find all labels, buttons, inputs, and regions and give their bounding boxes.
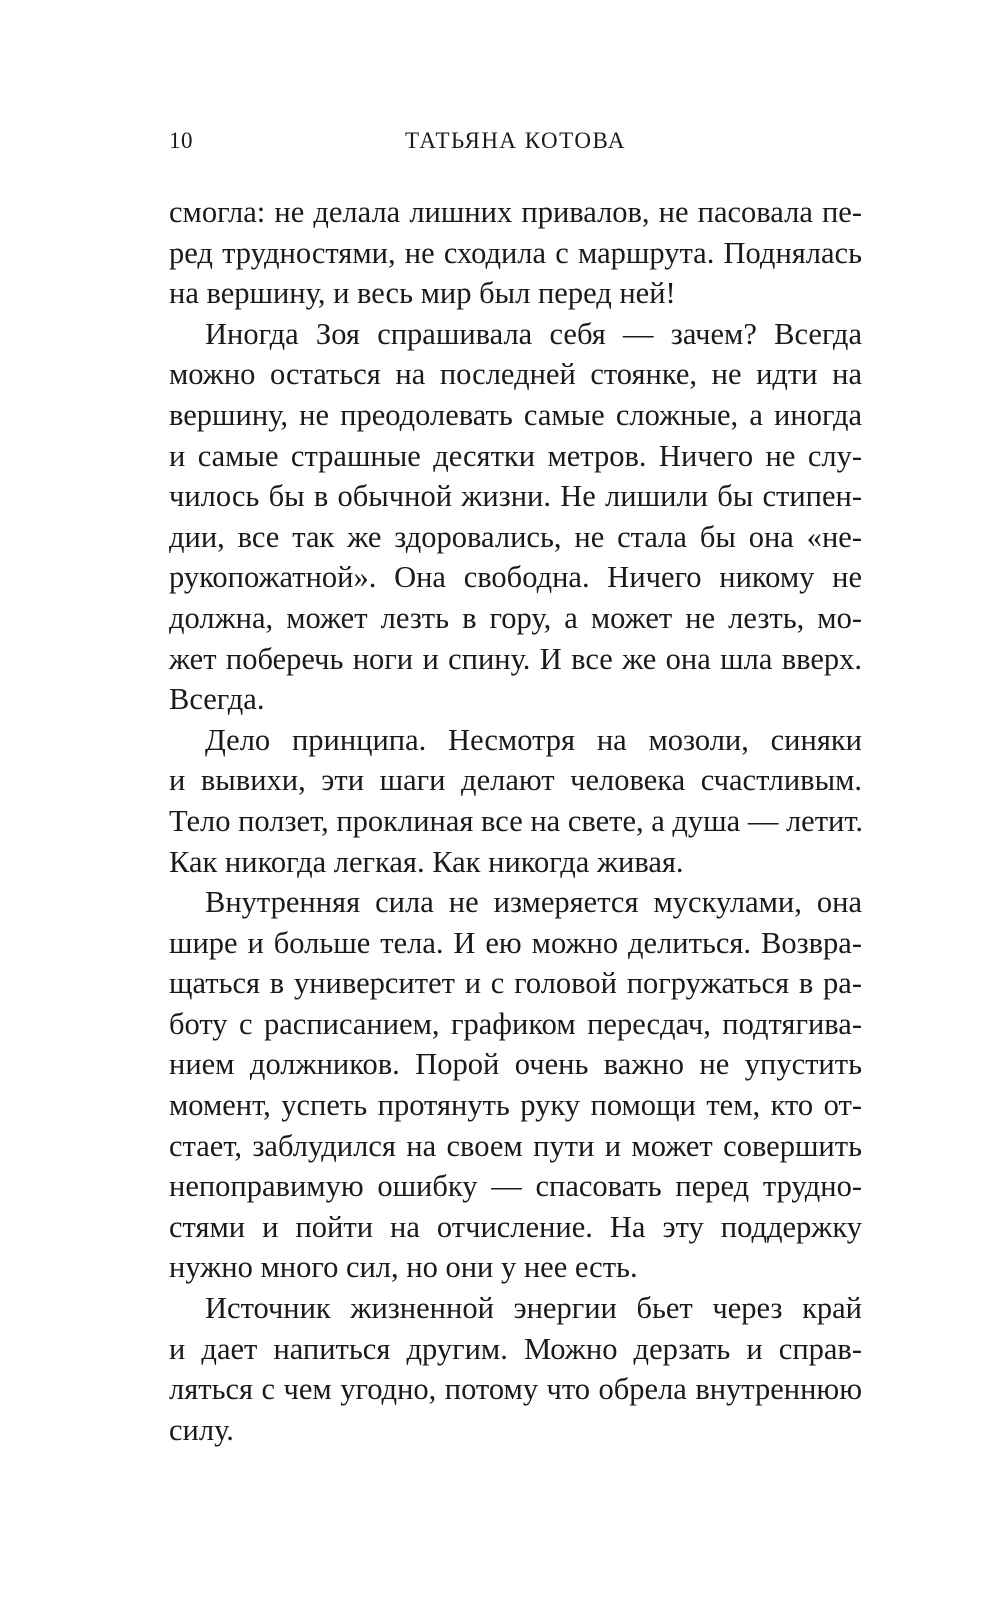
text-line: и самые страшные десятки метров. Ничего не слу- [169,438,862,473]
text-line: рукопожатной». Она свободна. Ничего никому не [169,560,862,595]
author-name: ТАТЬЯНА КОТОВА [404,128,627,153]
text-line: Тело ползет, проклиная все на свете, а душа — летит. [169,803,864,838]
text-line: ляться с чем угодно, потому что обрела внутреннюю [169,1372,862,1407]
text-line: щаться в университет и с головой погружаться в ра- [169,966,862,1001]
text-line: Внутренняя сила не измеряется мускулами, она [205,885,862,920]
text-line: момент, успеть протянуть руку помощи тем, кто от- [169,1088,862,1123]
text-line: стями и пойти на отчисление. На эту поддержку [169,1209,862,1244]
text-line: и дает напиться другим. Можно дерзать и справ- [169,1331,862,1366]
text-line: Как никогда легкая. Как никогда живая. [169,844,684,879]
text-line: должна, может лезть в гору, а может не лезть, мо- [169,600,862,635]
text-line: Иногда Зоя спрашивала себя — зачем? Всегда [205,316,862,351]
body-text [169,192,862,1450]
text-line: боту с расписанием, графиком пересдач, подтягива- [169,1006,862,1041]
text-line: и вывихи, эти шаги делают человека счастливым. [169,763,862,798]
text-line: Источник жизненной энергии бьет через край [205,1291,862,1326]
text-line: можно остаться на последней стоянке, не идти на [169,357,862,392]
text-line: жет поберечь ноги и спину. И все же она шла вверх. [169,641,862,676]
text-line: непоправимую ошибку — спасовать перед трудно- [169,1169,862,1204]
text-line: стает, заблудился на своем пути и может совершить [169,1128,862,1163]
text-line: на вершину, и весь мир был перед ней! [169,276,676,311]
text-line: вершину, не преодолевать самые сложные, а иногда [169,397,862,432]
text-line: Дело принципа. Несмотря на мозоли, синяки [205,722,862,757]
page-number: 10 [169,128,193,153]
text-line: смогла: не делала лишних привалов, не пасовала пе- [169,195,862,229]
text-line: шире и больше тела. И ею можно делиться. Возвра- [169,925,862,960]
text-line: нужно много сил, но они у нее есть. [169,1250,638,1285]
text-line: Всегда. [169,682,265,717]
text-line: дии, все так же здоровались, не стала бы она «не- [169,519,862,554]
running-head [169,128,862,158]
text-line: чилось бы в обычной жизни. Не лишили бы стипен- [169,479,862,514]
text-line: нием должников. Порой очень важно не упустить [169,1047,862,1082]
text-line: ред трудностями, не сходила с маршрута. Поднялась [169,235,862,270]
text-line: силу. [169,1412,234,1447]
